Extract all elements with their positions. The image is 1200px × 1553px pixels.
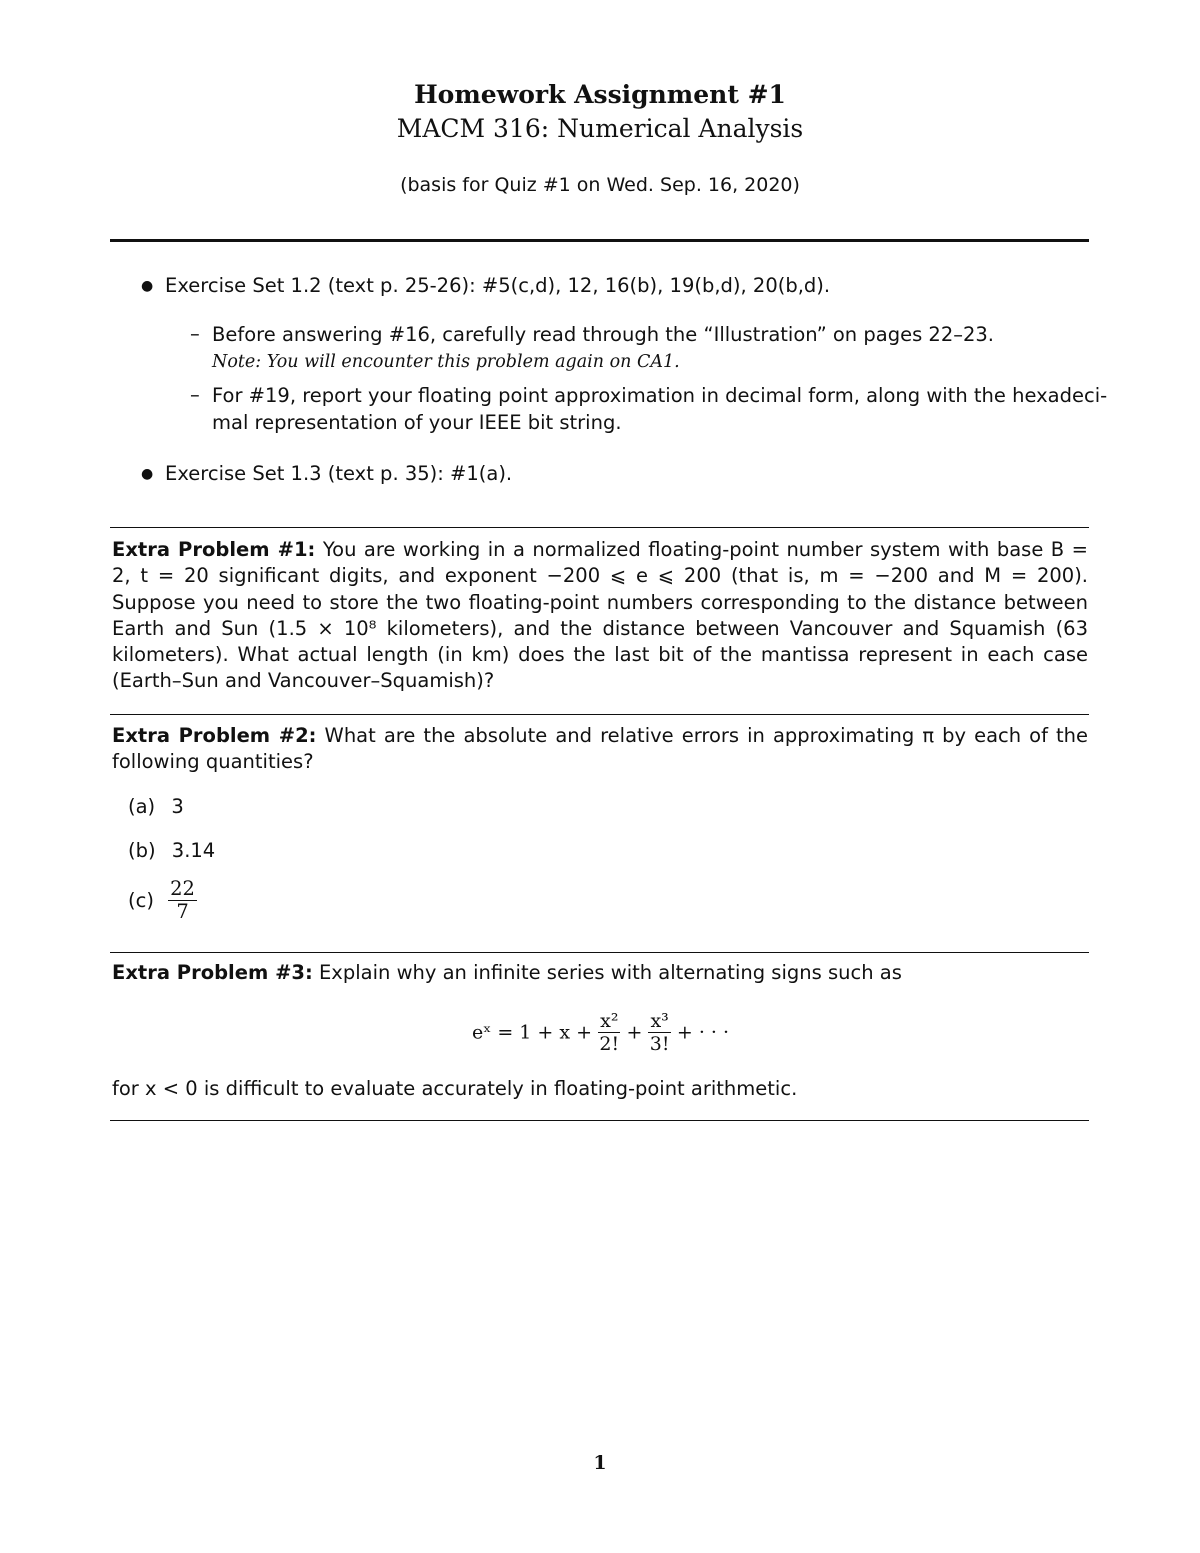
page-number: 1 <box>593 1452 607 1474</box>
header-divider <box>110 239 1089 242</box>
fraction-x2-den: 2! <box>599 1033 620 1055</box>
exercise-note-19-line1: For #19, report your floating point approximation in decimal form, along with the hexadeci- <box>212 384 1108 407</box>
extra-problem-3-after: for x < 0 is difficult to evaluate accurately in floating-point arithmetic. <box>112 1077 798 1100</box>
fraction-x2-num: x² <box>600 1010 619 1032</box>
section-divider <box>110 527 1089 528</box>
extra-problem-3-text: Explain why an infinite series with alternating signs such as <box>318 961 902 984</box>
section-divider <box>110 952 1089 953</box>
option-b-value: 3.14 <box>171 839 216 862</box>
exercise-note-19-line2: mal representation of your IEEE bit string. <box>212 411 622 434</box>
extra-problem-2-label: Extra Problem #2: <box>112 724 317 747</box>
section-divider <box>110 1120 1089 1121</box>
exercise-set-1-2: Exercise Set 1.2 (text p. 25-26): #5(c,d), 12, 16(b), 19(b,d), 20(b,d). <box>165 274 831 297</box>
extra-problem-1-label: Extra Problem #1: <box>112 538 316 561</box>
exercise-note-16: Before answering #16, carefully read through the “Illustration” on pages 22–23. <box>212 323 994 346</box>
option-c-fraction <box>168 878 197 923</box>
exercise-note-ca1: Note: You will encounter this problem again on CA1. <box>212 352 680 372</box>
option-c <box>128 878 197 923</box>
equation-lhs: eˣ = 1 + x + <box>472 1021 593 1044</box>
option-c-denominator: 7 <box>176 900 189 923</box>
extra-problem-2 <box>112 723 1088 776</box>
fraction-x3-den: 3! <box>649 1033 670 1055</box>
dash-icon: – <box>190 383 200 406</box>
extra-problem-1-text: You are working in a normalized floating-point number system with base B = 2, t = 20 significant digits, and exponent −200 ⩽ e ⩽ 200 (that is, m = −200 and M = 200). Suppose you need to store the two floating-point numbers corresponding to the distance between Earth and Sun (1.5 × 10⁸ kilometers), and the distance between Vancouver and Squamish (63 kilometers). What actual length (in km) does the last bit of the mantissa represent in each case (Earth–Sun and Vancouver–Squamish)? <box>112 538 1088 693</box>
fraction-x2 <box>598 1010 620 1055</box>
dash-icon: – <box>190 322 200 345</box>
option-b <box>128 838 215 864</box>
extra-problem-3 <box>112 960 902 986</box>
fraction-x3-num: x³ <box>650 1010 669 1032</box>
option-a-label: (a) <box>128 795 156 818</box>
equation-plus: + <box>626 1021 643 1044</box>
option-c-label: (c) <box>128 889 154 912</box>
extra-problem-2-text: What are the absolute and relative errors in approximating π by each of the following quantities? <box>112 724 1088 774</box>
option-c-numerator: 22 <box>170 877 195 900</box>
extra-problem-3-label: Extra Problem #3: <box>112 961 313 984</box>
extra-problem-1 <box>112 537 1088 695</box>
option-a-value: 3 <box>171 795 184 818</box>
page-title: Homework Assignment #1 <box>414 80 786 109</box>
fraction-x3 <box>648 1010 670 1055</box>
section-divider <box>110 714 1089 715</box>
series-equation <box>472 1010 729 1055</box>
equation-tail: + · · · <box>676 1021 730 1044</box>
quiz-note: (basis for Quiz #1 on Wed. Sep. 16, 2020) <box>400 174 800 196</box>
bullet-icon: ● <box>141 278 154 294</box>
exercise-set-1-3: Exercise Set 1.3 (text p. 35): #1(a). <box>165 462 513 485</box>
option-a <box>128 794 184 820</box>
option-b-label: (b) <box>128 839 156 862</box>
bullet-icon: ● <box>141 466 154 482</box>
course-title: MACM 316: Numerical Analysis <box>396 114 804 143</box>
